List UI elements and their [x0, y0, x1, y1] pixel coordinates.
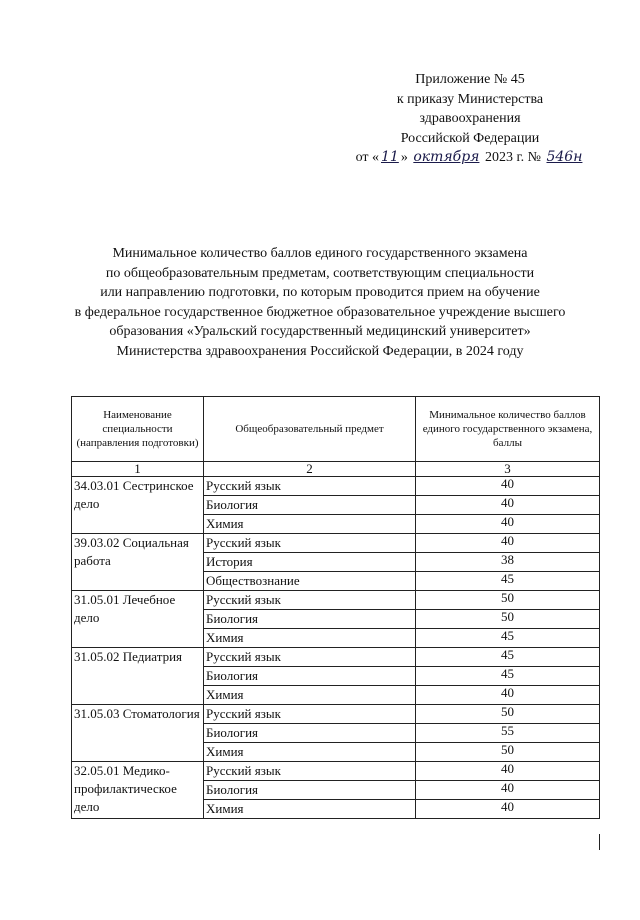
appendix-block — [320, 70, 620, 168]
subject-cell: Биология — [204, 610, 416, 629]
appendix-country: Российской Федерации — [400, 130, 540, 146]
specialty-cell: 34.03.01 Сестринское дело — [72, 477, 204, 534]
date-prefix: от « — [355, 150, 379, 165]
specialty-cell: 31.05.02 Педиатрия — [72, 648, 204, 705]
header-specialty: Наименование специальности (направления подготовки) — [72, 397, 204, 462]
table-row — [72, 648, 600, 667]
subject-cell: История — [204, 553, 416, 572]
subject-cell: Биология — [204, 781, 416, 800]
subject-cell: Биология — [204, 667, 416, 686]
score-cell: 40 — [416, 477, 600, 496]
subject-cell: Русский язык — [204, 648, 416, 667]
date-day: 11 — [381, 149, 399, 165]
date-mid: » — [400, 150, 408, 165]
score-cell: 45 — [416, 667, 600, 686]
table-header-row — [72, 397, 600, 462]
table-body — [72, 477, 600, 819]
table-row — [72, 477, 600, 496]
score-cell: 40 — [416, 781, 600, 800]
header-min-score: Минимальное количество баллов единого государственного экзамена, баллы — [416, 397, 600, 462]
heading-line: Минимальное количество баллов единого государственного экзамена — [112, 246, 528, 261]
specialty-cell: 39.03.02 Социальная работа — [72, 534, 204, 591]
column-number: 3 — [416, 462, 600, 477]
score-cell: 38 — [416, 553, 600, 572]
score-cell: 50 — [416, 591, 600, 610]
date-month: октября — [413, 149, 480, 165]
score-cell: 45 — [416, 572, 600, 591]
subject-cell: Русский язык — [204, 534, 416, 553]
heading-line: образования «Уральский государственный медицинский университет» — [109, 324, 531, 339]
appendix-order-ref: к приказу Министерства — [396, 91, 544, 107]
score-cell: 45 — [416, 648, 600, 667]
score-cell: 50 — [416, 705, 600, 724]
score-cell: 50 — [416, 743, 600, 762]
order-number: 546н — [546, 149, 583, 165]
score-cell: 40 — [416, 800, 600, 819]
appendix-title: Приложение № 45 — [415, 72, 525, 87]
table-row — [72, 762, 600, 781]
subject-cell: Химия — [204, 743, 416, 762]
score-cell: 40 — [416, 686, 600, 705]
column-number-row — [72, 462, 600, 477]
subject-cell: Русский язык — [204, 477, 416, 496]
appendix-ministry: здравоохранения — [419, 111, 521, 126]
column-number: 1 — [72, 462, 204, 477]
subject-cell: Биология — [204, 496, 416, 515]
subject-cell: Химия — [204, 629, 416, 648]
score-cell: 40 — [416, 496, 600, 515]
scores-table — [71, 396, 600, 819]
subject-cell: Русский язык — [204, 705, 416, 724]
subject-cell: Русский язык — [204, 591, 416, 610]
heading-line: по общеобразовательным предметам, соответствующим специальности — [105, 265, 535, 281]
score-cell: 55 — [416, 724, 600, 743]
document-heading — [20, 244, 620, 361]
heading-line: Министерства здравоохранения Российской Федерации, в 2024 году — [116, 343, 524, 359]
subject-cell: Химия — [204, 800, 416, 819]
subject-cell: Биология — [204, 724, 416, 743]
table-edge-line — [599, 834, 600, 850]
subject-cell: Обществознание — [204, 572, 416, 591]
date-year: 2023 г. № — [484, 150, 541, 165]
subject-cell: Химия — [204, 686, 416, 705]
score-cell: 45 — [416, 629, 600, 648]
score-cell: 40 — [416, 515, 600, 534]
table-row — [72, 534, 600, 553]
table-row — [72, 591, 600, 610]
score-cell: 40 — [416, 762, 600, 781]
header-subject: Общеобразовательный предмет — [204, 397, 416, 462]
table-row — [72, 705, 600, 724]
heading-line: или направлению подготовки, по которым проводится прием на обучение — [100, 285, 540, 300]
score-cell: 50 — [416, 610, 600, 629]
specialty-cell: 31.05.03 Стоматология — [72, 705, 204, 762]
specialty-cell: 32.05.01 Медико-профилактическое дело — [72, 762, 204, 819]
subject-cell: Русский язык — [204, 762, 416, 781]
subject-cell: Химия — [204, 515, 416, 534]
column-number: 2 — [204, 462, 416, 477]
heading-line: в федеральное государственное бюджетное образовательное учреждение высшего — [74, 304, 566, 320]
appendix-dateline — [320, 148, 620, 168]
score-cell: 40 — [416, 534, 600, 553]
specialty-cell: 31.05.01 Лечебное дело — [72, 591, 204, 648]
